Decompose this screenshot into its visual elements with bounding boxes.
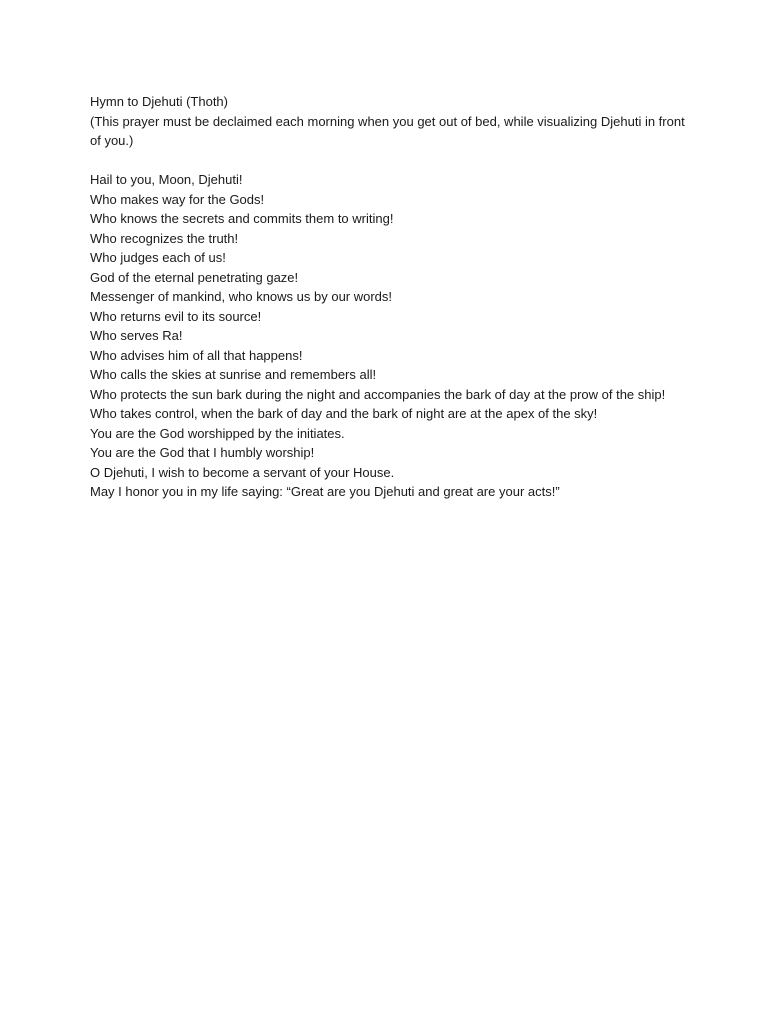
verse-line: God of the eternal penetrating gaze! xyxy=(90,269,299,285)
verse-line: Who calls the skies at sunrise and remembers all! xyxy=(90,367,377,382)
document-intro: (This prayer must be declaimed each morning when you get out of bed, while visualizing Djehuti in front of you.) xyxy=(90,113,689,148)
verse-line: Who judges each of us! xyxy=(90,250,226,265)
verse-line: Who knows the secrets and commits them to writing! xyxy=(90,211,394,226)
verse-line: Who returns evil to its source! xyxy=(90,308,262,324)
verse-line: O Djehuti, I wish to become a servant of your House. xyxy=(90,464,395,480)
verse-line: Who advises him of all that happens! xyxy=(90,347,303,363)
blank-line xyxy=(90,151,690,171)
verse-line: You are the God worshipped by the initiates. xyxy=(90,425,345,441)
document-body xyxy=(90,92,690,502)
verse-line: Messenger of mankind, who knows us by our words! xyxy=(90,289,393,304)
verse-line: Who serves Ra! xyxy=(90,328,183,343)
verse-line: Who makes way for the Gods! xyxy=(90,191,265,207)
verse-line: You are the God that I humbly worship! xyxy=(90,445,315,460)
verse-line: Who protects the sun bark during the night and accompanies the bark of day at the prow of the ship! xyxy=(90,386,666,402)
verse-line: Who takes control, when the bark of day and the bark of night are at the apex of the sky! xyxy=(90,406,598,421)
verse-line: Hail to you, Moon, Djehuti! xyxy=(90,172,243,187)
verse-line: Who recognizes the truth! xyxy=(90,230,239,246)
verse-line: May I honor you in my life saying: “Great are you Djehuti and great are your acts!” xyxy=(90,484,560,499)
document-title: Hymn to Djehuti (Thoth) xyxy=(90,94,228,109)
